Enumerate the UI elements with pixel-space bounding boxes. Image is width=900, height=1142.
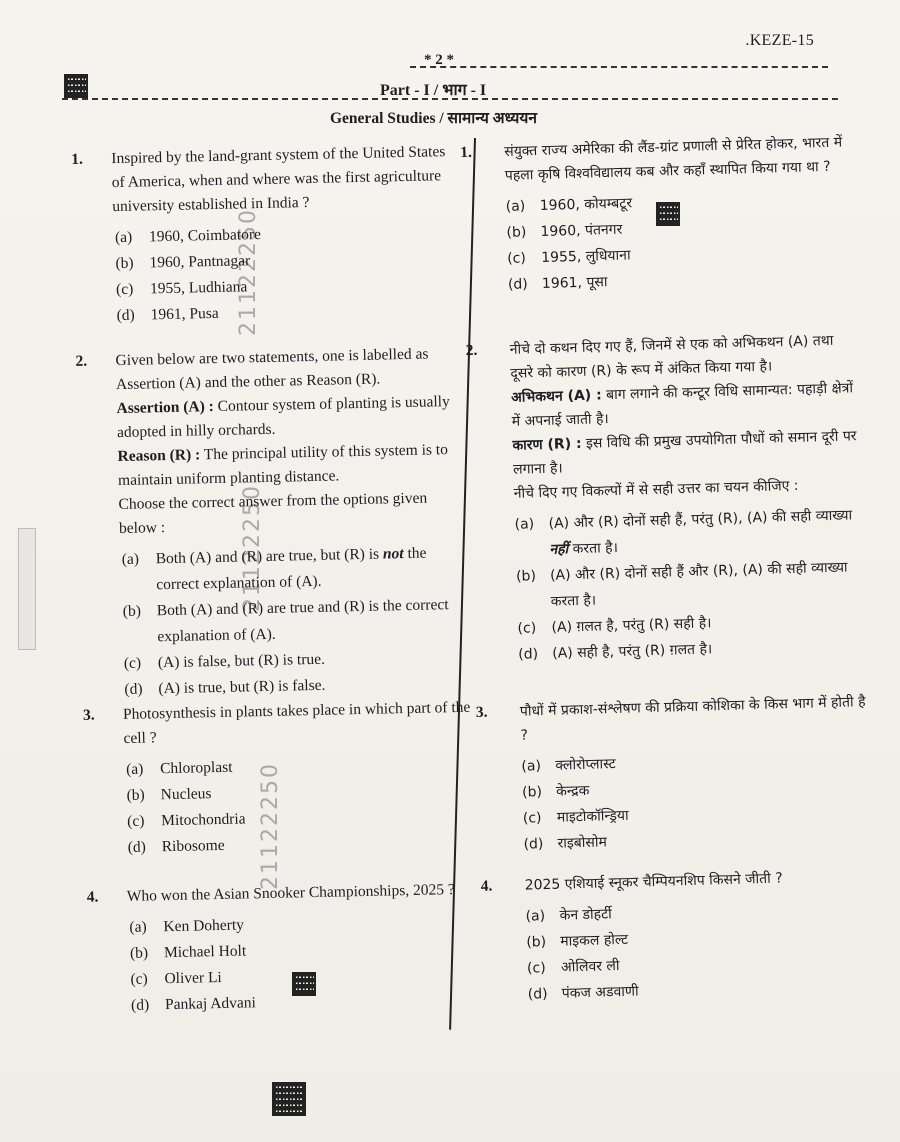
option-d[interactable]: (d) (A) सही है, परंतु (R) ग़लत है।: [518, 641, 713, 663]
question-3-en: 3. Photosynthesis in plants takes place in which part of the cell ? (a) Chloroplast (b) Nucleus (c) Mitochondria (d) Ribosome: [83, 696, 476, 862]
option-a[interactable]: (a) Both (A) and (R) are true, but (R) is not the correct explanation of (A).: [121, 544, 427, 594]
option-c[interactable]: (c) 1955, लुधियाना: [507, 247, 631, 267]
option-d[interactable]: (d) 1961, पूसा: [507, 274, 608, 293]
option-a[interactable]: (a) Chloroplast: [125, 758, 233, 778]
option-a[interactable]: (a) 1960, Coimbatore: [114, 226, 262, 247]
option-a[interactable]: (a) 1960, कोयम्बटूर: [505, 195, 633, 215]
stamp-number-2: 21122250: [240, 484, 265, 612]
option-a[interactable]: (a) (A) और (R) दोनों सही हैं, परंतु (R), (A) की सही व्याख्या नहीं करता है।: [514, 507, 853, 558]
option-c[interactable]: (c) Oliver Li: [130, 968, 222, 988]
section-title: General Studies / सामान्य अध्ययन: [330, 110, 538, 127]
option-b[interactable]: (b) Nucleus: [126, 785, 212, 804]
question-1-hi: 1. संयुक्त राज्य अमेरिका की लैंड-ग्रांट प्रणाली से प्रेरित होकर, भारत में पहला कृषि विश्वविद्यालय कब और कहाँ स्थापित किया गया था ? (a) 1960, कोयम्बटूर (b) 1960, पंतनगर (c) 1955, लुधियाना (d) 1961, पूसा: [504, 130, 858, 298]
option-a[interactable]: (a) Ken Doherty: [129, 916, 245, 936]
stamp-number-3: 21122250: [258, 762, 283, 890]
option-d[interactable]: (d) राइबोसोम: [523, 834, 608, 853]
options-list: [525, 894, 878, 1008]
option-c[interactable]: (c) Mitochondria: [127, 810, 246, 830]
part-title: Part - I / भाग - I: [380, 82, 487, 99]
options-list: [505, 184, 858, 298]
options-list: [126, 750, 476, 861]
stamp-number-1: 21122250: [236, 208, 261, 336]
options-list: [521, 744, 874, 858]
option-a[interactable]: (a) केन डोहर्टी: [525, 906, 613, 925]
options-list: [115, 218, 455, 329]
option-d[interactable]: (d) पंकज अडवाणी: [527, 983, 639, 1003]
option-c[interactable]: (c) 1955, Ludhiana: [115, 278, 248, 299]
option-d[interactable]: (d) Pankaj Advani: [130, 994, 257, 1014]
question-1-en: 1. Inspired by the land-grant system of the United States of America, when and where was the first agriculture university established in India ? (a) 1960, Coimbatore (b) 1960, Pantnagar (c) 1955, Ludhiana (d) 1961, Pusa: [71, 140, 455, 330]
header-rule-bottom: [62, 98, 838, 100]
option-b[interactable]: (b) Michael Holt: [129, 942, 247, 962]
option-b[interactable]: (b) Both (A) and (R) are true and (R) is the correct explanation of (A).: [122, 596, 449, 646]
option-b[interactable]: (b) (A) और (R) दोनों सही हैं और (R), (A) की सही व्याख्या करता है।: [515, 559, 848, 610]
options-list: [129, 907, 499, 1019]
option-d[interactable]: (d) (A) is true, but (R) is false.: [124, 676, 326, 698]
option-c[interactable]: (c) ओलिवर ली: [526, 958, 620, 977]
qr-code-icon: [64, 74, 88, 98]
option-b[interactable]: (b) माइकल होल्ट: [526, 931, 629, 951]
question-3-hi: 3. पौधों में प्रकाश-संश्लेषण की प्रक्रिया कोशिका के किस भाग में होती है ? (a) क्लोरोप्लास्ट (b) केन्द्रक (c) माइटोकॉन्ड्रिया (d) राइबोसोम: [520, 690, 874, 858]
option-a[interactable]: (a) क्लोरोप्लास्ट: [521, 756, 616, 775]
options-list: [514, 502, 868, 668]
option-b[interactable]: (b) 1960, Pantnagar: [115, 252, 251, 273]
header-rule-top: [410, 66, 828, 68]
option-c[interactable]: (c) (A) is false, but (R) is true.: [123, 650, 326, 672]
option-d[interactable]: (d) 1961, Pusa: [116, 304, 219, 325]
option-c[interactable]: (c) माइटोकॉन्ड्रिया: [522, 807, 629, 827]
option-b[interactable]: (b) केन्द्रक: [521, 782, 590, 801]
option-d[interactable]: (d) Ribosome: [127, 836, 225, 856]
qr-code-icon: [272, 1082, 306, 1116]
question-4-hi: 4. 2025 एशियाई स्नूकर चैम्पियनशिप किसने जीती ? (a) केन डोहर्टी (b) माइकल होल्ट (c) ओलिवर ली (d) पंकज अडवाणी: [524, 864, 878, 1008]
paper-code: .KEZE-15: [745, 32, 814, 49]
question-4-en: 4. Who won the Asian Snooker Championships, 2025 ? (a) Ken Doherty (b) Michael Holt (c) Oliver Li (d) Pankaj Advani: [87, 877, 500, 1020]
option-c[interactable]: (c) (A) ग़लत है, परंतु (R) सही है।: [517, 615, 712, 637]
page-number: * 2 *: [424, 52, 454, 68]
question-2-en: 2. Given below are two statements, one is labelled as Assertion (A) and the other as Reason (R). Assertion (A) : Contour system of planting is usually adopted in hilly orchards. Reason (R) : The principal utility of this system is to maintain uniform planting distance. Choose the correct answer from the options given below : (a) Both (A) and (R) are true, but (R) is not the correct explanation of (A). (b) Both (A) and (R) are true and (R) is the correct explanation of (A). (c) (A) is false, but (R) is true. (d) (A) is true, but (R) is false.: [75, 342, 472, 704]
paper-clip: [18, 528, 36, 650]
options-list: [121, 540, 472, 703]
question-2-hi: 2. नीचे दो कथन दिए गए हैं, जिनमें से एक को अभिकथन (A) तथा दूसरे को कारण (R) के रूप में अंकित किया गया है। अभिकथन (A) : बाग लगाने की कन्टूर विधि सामान्यत: पहाड़ी क्षेत्रों में अपनाई जाती है। कारण (R) : इस विधि की प्रमुख उपयोगिता पौधों को समान दूरी पर लगाना है। नीचे दिए गए विकल्पों में से सही उत्तर का चयन कीजिए : (a) (A) और (R) दोनों सही हैं, परंतु (R), (A) की सही व्याख्या नहीं करता है। (b) (A) और (R) दोनों सही हैं और (R), (A) की सही व्याख्या करता है। (c) (A) ग़लत है, परंतु (R) सही है। (d) (A) सही है, परंतु (R) ग़लत है।: [509, 328, 868, 668]
option-b[interactable]: (b) 1960, पंतनगर: [506, 221, 623, 241]
